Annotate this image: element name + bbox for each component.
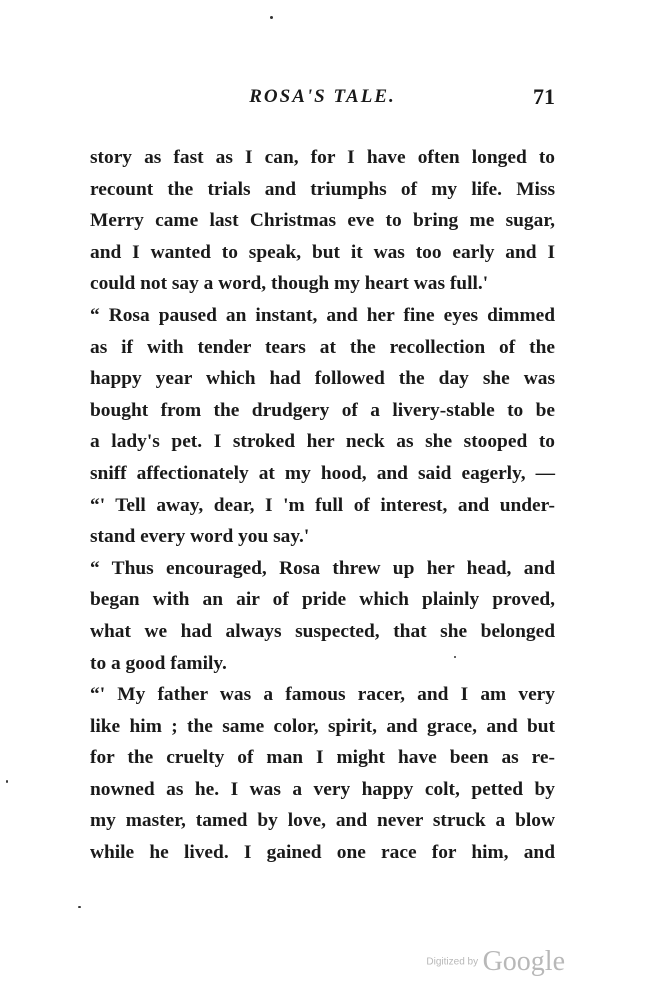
page-header — [90, 86, 555, 116]
text-line: to a good family. — [90, 652, 227, 674]
text-line: could not say a word, though my heart was full.' — [90, 273, 489, 295]
paragraph — [90, 142, 555, 300]
page-number: 71 — [533, 84, 555, 109]
text-line: story as fast as I can, for I have often longed to — [90, 147, 555, 168]
text-line: like him ; the same color, spirit, and grace, and but — [90, 715, 555, 737]
body-text — [90, 142, 555, 869]
text-line: “ Thus encouraged, Rosa threw up her head, and — [90, 557, 555, 579]
text-line: “' My father was a famous racer, and I am very — [90, 684, 555, 706]
scan-speck-left — [6, 780, 8, 783]
scan-speck-top — [270, 16, 273, 19]
google-logo: Google — [482, 946, 565, 977]
text-line: nowned as he. I was a very happy colt, petted by — [90, 778, 555, 800]
text-line: “ Rosa paused an instant, and her fine eyes dimmed — [90, 304, 555, 326]
text-line: sniff affectionately at my hood, and said eagerly, — — [90, 462, 555, 484]
digitized-watermark — [426, 946, 565, 978]
paragraph — [90, 679, 555, 869]
text-line: a lady's pet. I stroked her neck as she stooped to — [90, 431, 555, 453]
paragraph — [90, 300, 555, 490]
text-line: my master, tamed by love, and never struck a blow — [90, 810, 555, 832]
text-line: stand every word you say.' — [90, 526, 310, 548]
watermark-prefix: Digitized by — [426, 956, 479, 968]
text-line: recount the trials and triumphs of my life. Miss — [90, 178, 555, 200]
text-line: for the cruelty of man I might have been as re- — [90, 747, 555, 769]
text-line: began with an air of pride which plainly proved, — [90, 589, 555, 611]
running-head: ROSA'S TALE. — [249, 86, 396, 107]
scan-speck-bottom — [78, 906, 81, 908]
paragraph — [90, 490, 555, 553]
text-line: while he lived. I gained one race for him, and — [90, 842, 555, 864]
text-line: Merry came last Christmas eve to bring me sugar, — [90, 210, 555, 232]
text-line: what we had always suspected, that she belonged — [90, 620, 555, 642]
text-line: “' Tell away, dear, I 'm full of interest, and under- — [90, 494, 555, 516]
text-line: happy year which had followed the day she was — [90, 368, 555, 390]
paragraph — [90, 553, 555, 679]
text-line: bought from the drudgery of a livery-stable to be — [90, 399, 555, 421]
text-line: and I wanted to speak, but it was too early and I — [90, 241, 555, 263]
text-line: as if with tender tears at the recollection of the — [90, 336, 555, 358]
